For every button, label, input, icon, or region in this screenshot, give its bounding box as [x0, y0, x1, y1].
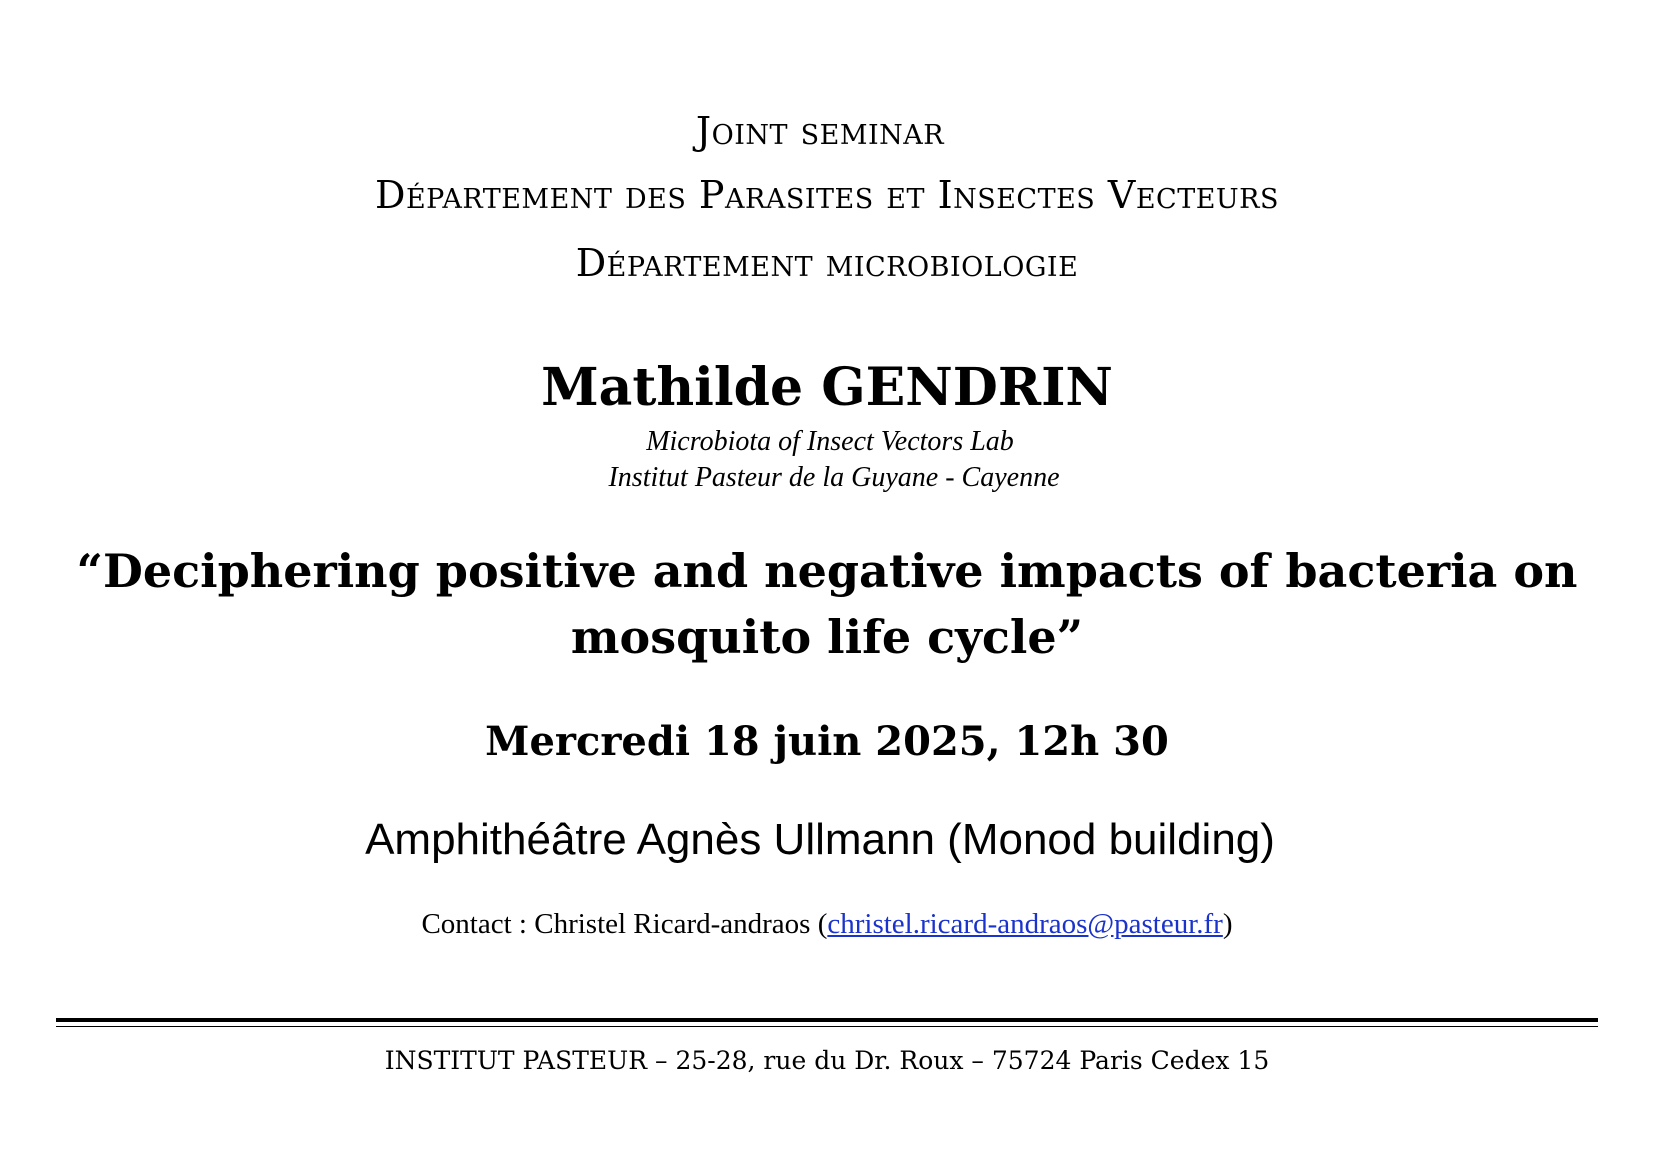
- speaker-institute: Institut Pasteur de la Guyane - Cayenne: [608, 462, 1060, 493]
- event-venue: Amphithéâtre Agnès Ullmann (Monod building): [365, 815, 1275, 864]
- footer-divider-thick: [56, 1018, 1598, 1022]
- speaker-lab: Microbiota of Insect Vectors Lab: [646, 426, 1014, 457]
- contact-prefix: Contact : Christel Ricard-andraos (: [421, 908, 828, 940]
- contact-suffix: ): [1222, 908, 1233, 940]
- header-joint-seminar: Joint seminar: [695, 109, 945, 153]
- speaker-name: Mathilde GENDRIN: [541, 357, 1113, 418]
- footer-address: INSTITUT PASTEUR – 25-28, rue du Dr. Roux – 75724 Paris Cedex 15: [384, 1046, 1270, 1075]
- event-datetime: Mercredi 18 juin 2025, 12h 30: [485, 718, 1169, 765]
- talk-title-line1: “Deciphering positive and negative impacts of bacteria on: [76, 544, 1578, 598]
- contact-line: [0, 910, 1654, 939]
- header-department-microbiology: Département microbiologie: [575, 241, 1079, 285]
- header-department-parasites: Département des Parasites et Insectes Vecteurs: [375, 173, 1279, 217]
- footer-divider-thin: [56, 1026, 1598, 1027]
- contact-email-link[interactable]: christel.ricard-andraos@pasteur.fr: [827, 908, 1223, 940]
- talk-title-line2: mosquito life cycle”: [570, 610, 1084, 664]
